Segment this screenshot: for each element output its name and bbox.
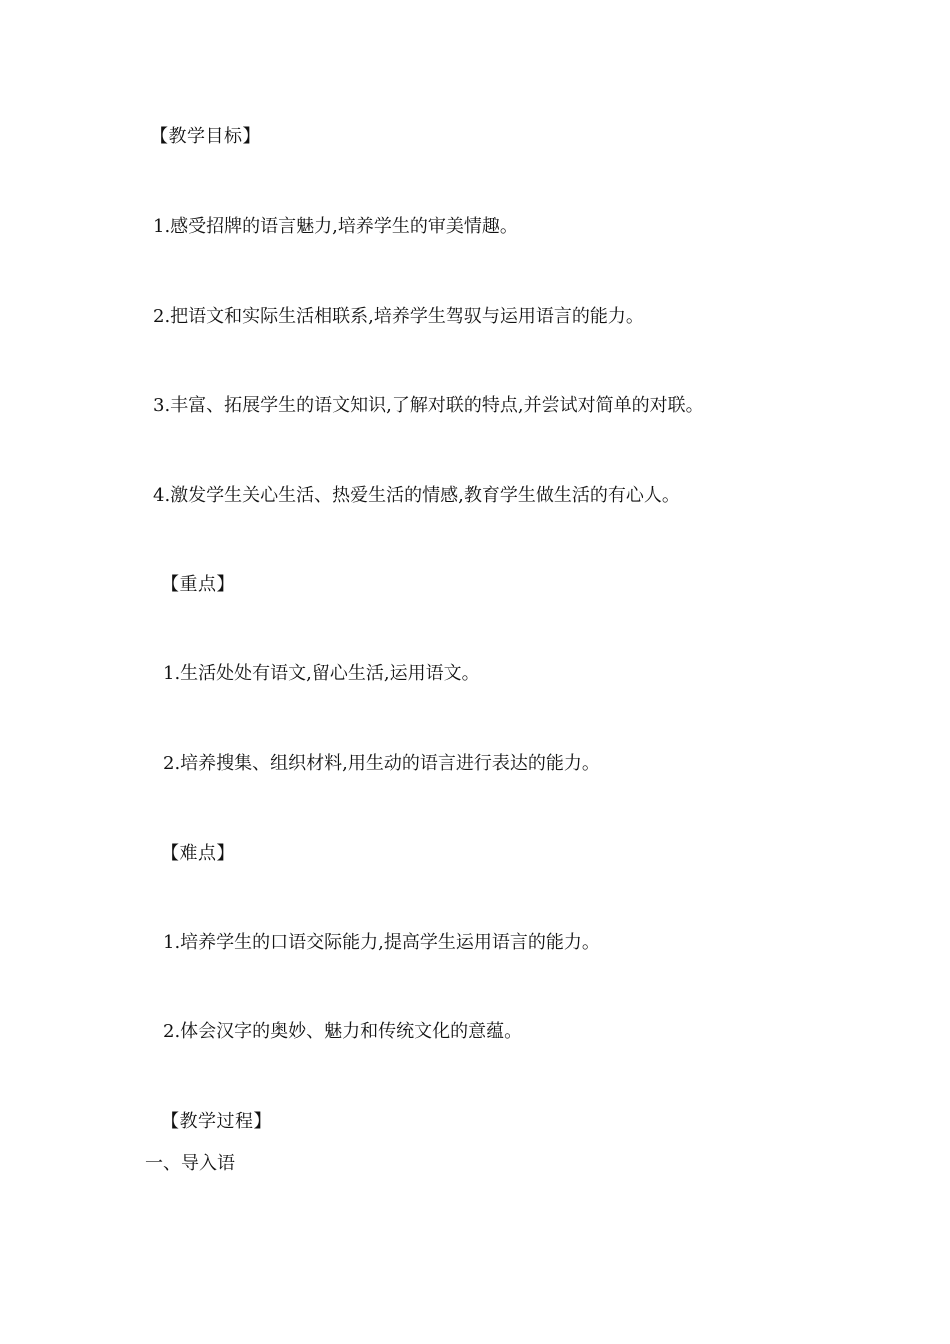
goal-item-4: 4.激发学生关心生活、热爱生活的情感,教育学生做生活的有心人。 <box>153 485 680 506</box>
goal-item-1: 1.感受招牌的语言魅力,培养学生的审美情趣。 <box>153 216 518 237</box>
difficulties-heading: 【难点】 <box>161 843 235 864</box>
goal-item-2: 2.把语文和实际生活相联系,培养学生驾驭与运用语言的能力。 <box>153 306 644 327</box>
goals-heading: 【教学目标】 <box>150 126 261 147</box>
difficulty-item-2: 2.体会汉字的奥妙、魅力和传统文化的意蕴。 <box>163 1021 523 1042</box>
difficulty-item-1: 1.培养学生的口语交际能力,提高学生运用语言的能力。 <box>163 932 600 953</box>
process-heading: 【教学过程】 <box>161 1111 272 1132</box>
goal-item-3: 3.丰富、拓展学生的语文知识,了解对联的特点,并尝试对简单的对联。 <box>153 395 704 416</box>
key-points-heading: 【重点】 <box>161 574 235 595</box>
section-title-intro: 一、导入语 <box>145 1153 235 1174</box>
key-point-item-1: 1.生活处处有语文,留心生活,运用语文。 <box>163 663 480 684</box>
key-point-item-2: 2.培养搜集、组织材料,用生动的语言进行表达的能力。 <box>163 753 600 774</box>
